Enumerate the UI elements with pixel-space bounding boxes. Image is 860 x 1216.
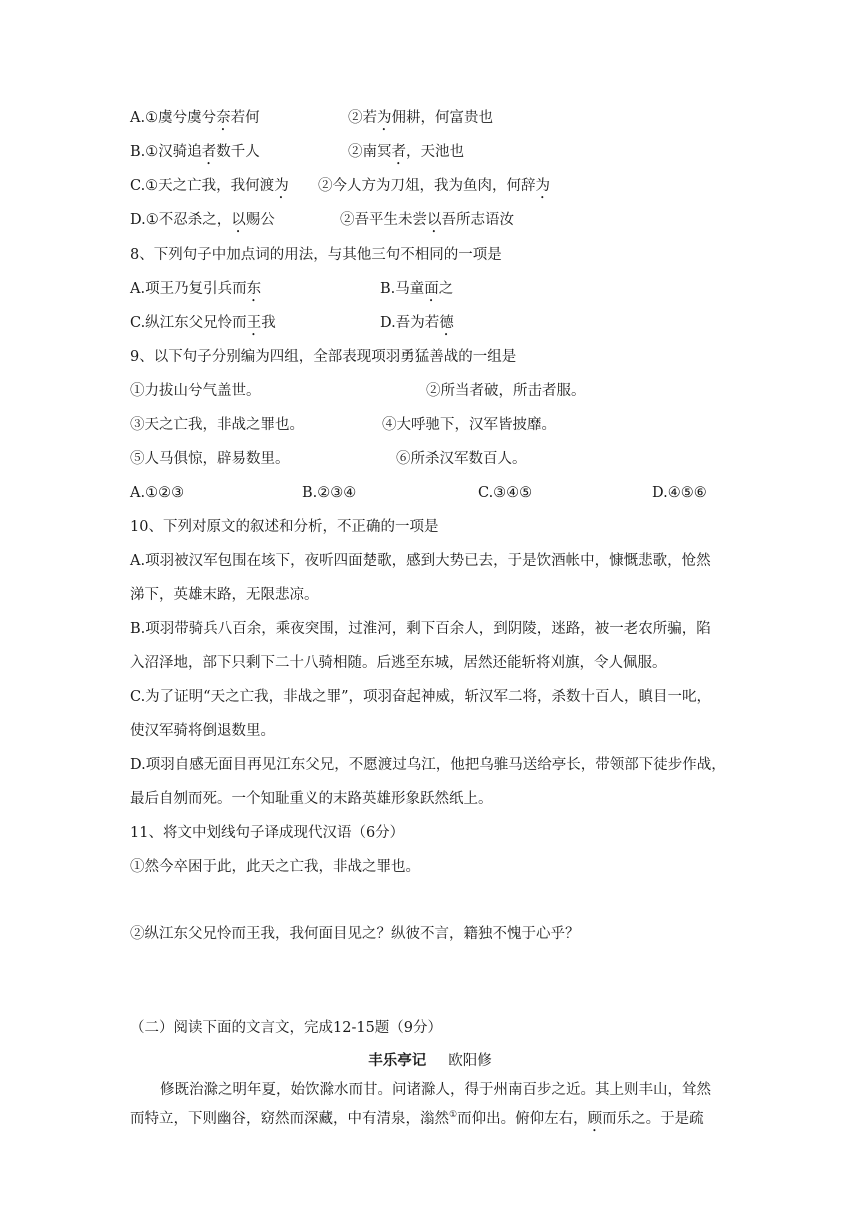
q11-sentence-2: ②纵江东父兄怜而王我，我何面目见之？纵彼不言，籍独不愧于心乎？ bbox=[130, 926, 580, 942]
q9-options: A.①②③ B.②③④ C.③④⑤ D.④⑤⑥ bbox=[130, 485, 707, 501]
q8-stem: 8、下列句子中加点词的用法，与其他三句不相同的一项是 bbox=[130, 247, 502, 263]
passage-line-1: 修既治滁之明年夏，始饮滁水而甘。问诸滁人，得于州南百步之近。其上则丰山，耸然 bbox=[160, 1082, 711, 1098]
q11-sentence-1: ①然今卒困于此，此天之亡我，非战之罪也。 bbox=[130, 859, 420, 875]
q7-option-c: C.①天之亡我，我何渡为 ②今人方为刀俎，我为鱼肉，何辞为 bbox=[130, 178, 550, 194]
q9-sentences-row3: ⑤人马俱惊，辟易数里。 ⑥所杀汉军数百人。 bbox=[130, 451, 527, 467]
section2-heading: （二）阅读下面的文言文，完成12-15题（9分） bbox=[130, 1020, 443, 1036]
q10-option-c-line1: C.为了证明“天之亡我，非战之罪”，项羽奋起神威，斩汉军二将，杀数十百人，瞋目一叱， bbox=[130, 689, 712, 705]
q10-option-b-line2: 入沼泽地，部下只剩下二十八骑相随。后逃至东城，居然还能斩将刈旗，令人佩服。 bbox=[130, 655, 667, 671]
passage-author: 欧阳修 bbox=[448, 1053, 492, 1069]
q7-option-d: D.①不忍杀之，以赐公 ②吾平生未尝以吾所志语汝 bbox=[130, 212, 514, 228]
q10-option-a-line1: A.项羽被汉军包围在垓下，夜听四面楚歌，感到大势已去，于是饮酒帐中，慷慨悲歌，怆然 bbox=[130, 553, 711, 569]
q9-sentences-row1: ①力拔山兮气盖世。 ②所当者破，所击者服。 bbox=[130, 383, 586, 399]
q7-option-a: A.①虞兮虞兮奈若何 ②若为佣耕，何富贵也 bbox=[130, 110, 493, 126]
q11-stem: 11、将文中划线句子译成现代汉语（6分） bbox=[130, 825, 405, 841]
q10-option-c-line2: 使汉军骑将倒退数里。 bbox=[130, 723, 275, 739]
q9-sentences-row2: ③天之亡我，非战之罪也。 ④大呼驰下，汉军皆披靡。 bbox=[130, 417, 556, 433]
passage-title: 丰乐亭记 欧阳修 bbox=[368, 1052, 492, 1069]
q7-option-b: B.①汉骑追者数千人 ②南冥者，天池也 bbox=[130, 144, 464, 160]
q10-option-d-line1: D.项羽自感无面目再见江东父兄，不愿渡过乌江，他把乌骓马送给亭长，带领部下徒步作战， bbox=[130, 757, 726, 773]
q8-options-ab: A.项王乃复引兵而东 B.马童面之 bbox=[130, 281, 454, 297]
q10-option-b-line1: B.项羽带骑兵八百余，乘夜突围，过淮河，剩下百余人，到阴陵，迷路，被一老农所骗，陷 bbox=[130, 621, 711, 637]
q10-stem: 10、下列对原文的叙述和分析，不正确的一项是 bbox=[130, 519, 439, 535]
footnote-marker: ① bbox=[449, 1110, 458, 1120]
q9-stem: 9、以下句子分别编为四组，全部表现项羽勇猛善战的一组是 bbox=[130, 349, 517, 365]
q10-option-d-line2: 最后自刎而死。一个知耻重义的末路英雄形象跃然纸上。 bbox=[130, 791, 493, 807]
q8-options-cd: C.纵江东父兄怜而王我 D.吾为若德 bbox=[130, 315, 454, 331]
passage-line-2: 而特立，下则幽谷，窈然而深藏，中有清泉，滃然①而仰出。俯仰左右，顾而乐之。于是疏 bbox=[130, 1110, 704, 1127]
q10-option-a-line2: 涕下，英雄末路，无限悲凉。 bbox=[130, 587, 319, 603]
